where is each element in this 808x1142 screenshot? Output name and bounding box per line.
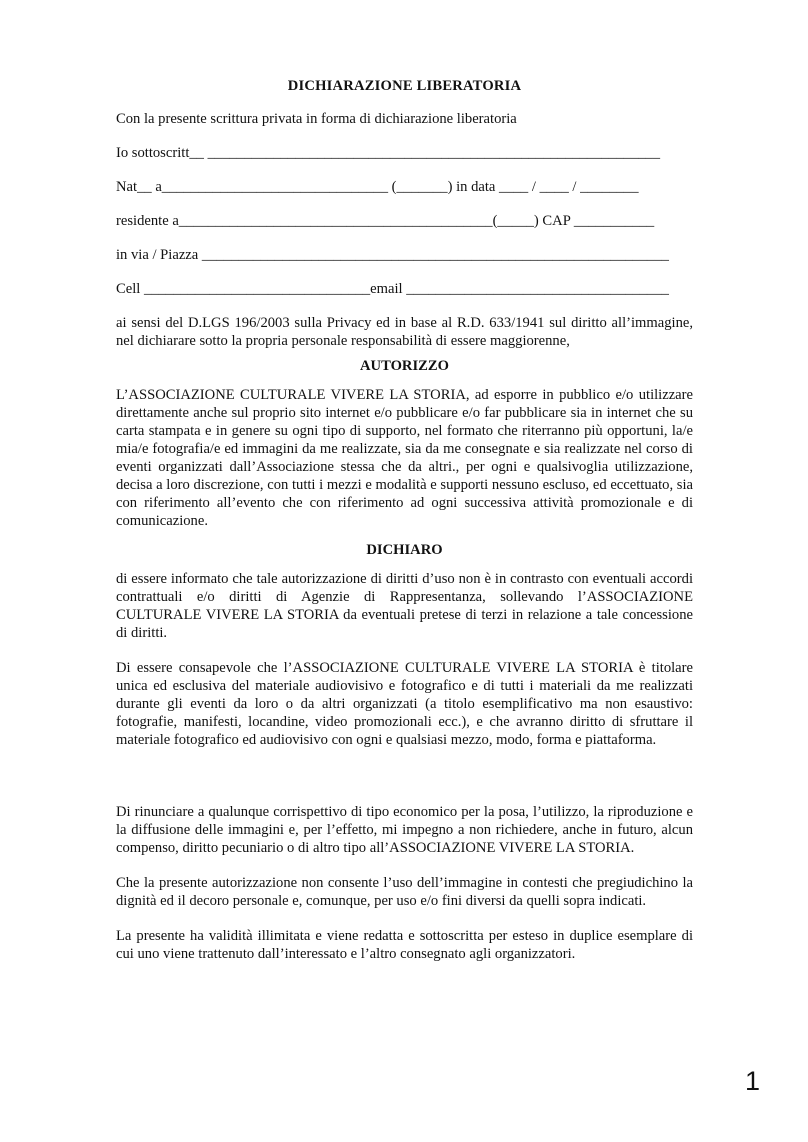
declare-paragraph-5: La presente ha validità illimitata e viene redatta e sottoscritta per esteso in duplice esemplare di cui uno viene trattenuto dall’interessato e l’altro consegnato agli organizzatori. — [116, 928, 693, 962]
page-number: 1 — [744, 1066, 760, 1096]
field-street: in via / Piazza ________________________________________________________________ — [116, 247, 669, 263]
authorize-paragraph: L’ASSOCIAZIONE CULTURALE VIVERE LA STORIA, ad esporre in pubblico e/o utilizzare direttamente anche sul proprio sito internet e/o pubblicare e/o far pubblicare sia in internet che su carta stampata e in genere su ogni tipo di supporto, nel formato che riterranno più opportuni, la/e mia/e fotografia/e ed immagini da me realizzate, sia da me consegnate e sia realizzate nel corso di eventi organizzati dall’Associazione stessa che da altri., per ogni e qualsivoglia utilizzazione, decisa a loro discrezione, con tutti i mezzi e modalità e supporti nessuno escluso, ed eccettuato, sia con riferimento all’evento che con riferimento ad ogni successiva attività promozionale e di comunicazione. — [116, 387, 693, 529]
field-name: Io sottoscritt__ ______________________________________________________________ — [116, 145, 661, 161]
declare-paragraph-1: di essere informato che tale autorizzazione di diritti d’uso non è in contrasto con eventuali accordi contrattuali e/o diritti di Agenzie di Rappresentanza, sollevando l’ASSOCIAZIONE CULTURALE VIVERE LA STORIA da eventuali pretese di terzi in relazione a tale concessione di diritti. — [116, 571, 693, 641]
declare-paragraph-2: Di essere consapevole che l’ASSOCIAZIONE CULTURALE VIVERE LA STORIA è titolare unica ed esclusiva del materiale audiovisivo e fotografico e di tutti i materiali da me realizzati durante gli eventi da loro o da altri organizzati (a titolo esemplificativo ma non esaustivo: fotografie, manifesti, locandine, video promozionali ecc.), e che avranno diritto di sfruttare il materiale fotografico ed audiovisivo con ogni e qualsiasi mezzo, modo, forma e piattaforma. — [116, 660, 693, 748]
pre-authorization-text: ai sensi del D.LGS 196/2003 sulla Privacy ed in base al R.D. 633/1941 sul diritto all’immagine, nel dichiarare sotto la propria personale responsabilità di essere maggiorenne, — [116, 315, 693, 349]
intro-text: Con la presente scrittura privata in forma di dichiarazione liberatoria — [116, 111, 517, 127]
section-heading-declare: DICHIARO — [366, 542, 443, 558]
field-contact: Cell _______________________________email ____________________________________ — [116, 281, 669, 297]
declare-paragraph-4: Che la presente autorizzazione non consente l’uso dell’immagine in contesti che pregiudichino la dignità ed il decoro personale e, comunque, per uso e/o fini diversi da quelli sopra indicati. — [116, 875, 693, 909]
declare-paragraph-3: Di rinunciare a qualunque corrispettivo di tipo economico per la posa, l’utilizzo, la riproduzione e la diffusione delle immagini e, per l’effetto, mi impegno a non richiedere, anche in futuro, alcun compenso, diritto pecuniario o di altro tipo all’ASSOCIAZIONE VIVERE LA STORIA. — [116, 804, 693, 856]
field-birth: Nat__ a_______________________________ (_______) in data ____ / ____ / ________ — [116, 179, 639, 195]
blank-space — [116, 757, 693, 803]
field-residence: residente a___________________________________________(_____) CAP ___________ — [116, 213, 655, 229]
document-title: DICHIARAZIONE LIBERATORIA — [287, 78, 522, 94]
section-heading-authorize: AUTORIZZO — [360, 358, 449, 374]
document-body — [116, 78, 693, 971]
